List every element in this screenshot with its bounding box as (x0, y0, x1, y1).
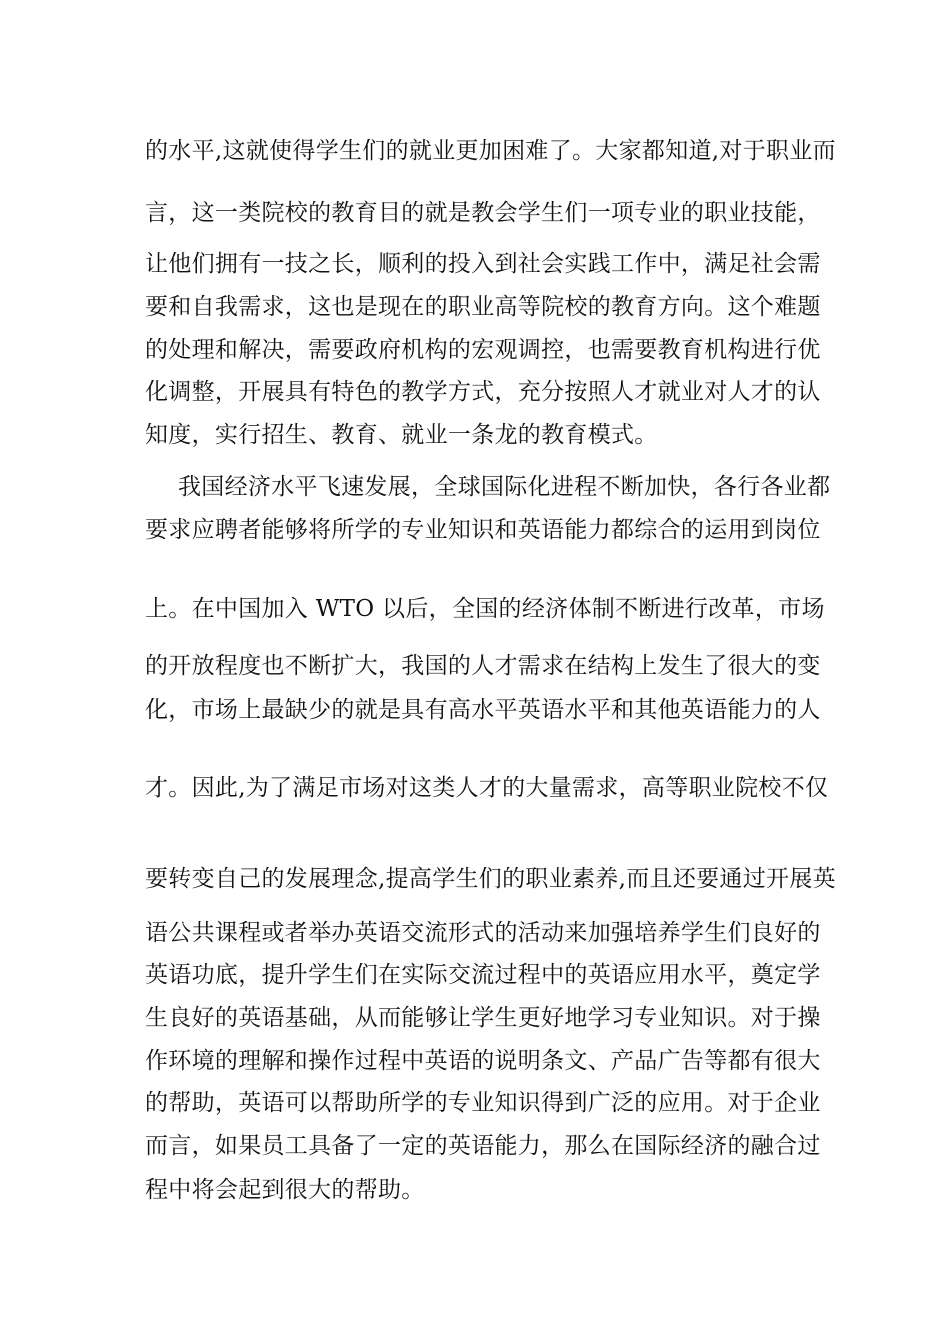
text-line: 化调整，开展具有特色的教学方式，充分按照人才就业对人才的认 (145, 379, 821, 405)
text-line: 而言，如果员工具备了一定的英语能力，那么在国际经济的融合过 (145, 1133, 821, 1159)
text-line: 的水平,这就使得学生们的就业更加困难了。大家都知道,对于职业而 (145, 138, 836, 164)
text-line: 程中将会起到很大的帮助。 (145, 1177, 425, 1203)
text-line: 要转变自己的发展理念,提高学生们的职业素养,而且还要通过开展英 (145, 866, 836, 892)
text-line: 语公共课程或者举办英语交流形式的活动来加强培养学生们良好的 (145, 920, 821, 946)
text-line: 作环境的理解和操作过程中英语的说明条文、产品广告等都有很大 (145, 1048, 821, 1074)
text-line: 上。在中国加入 WTO 以后，全国的经济体制不断进行改革，市场 (145, 596, 825, 622)
text-line: 化，市场上最缺少的就是具有高水平英语水平和其他英语能力的人 (145, 697, 821, 723)
text-line: 知度，实行招生、教育、就业一条龙的教育模式。 (145, 422, 658, 448)
text-line: 要求应聘者能够将所学的专业知识和英语能力都综合的运用到岗位 (145, 517, 821, 543)
text-line: 英语功底，提升学生们在实际交流过程中的英语应用水平，奠定学 (145, 962, 821, 988)
text-line: 的处理和解决，需要政府机构的宏观调控，也需要教育机构进行优 (145, 337, 821, 363)
text-line: 生良好的英语基础，从而能够让学生更好地学习专业知识。对于操 (145, 1005, 821, 1031)
text-line: 让他们拥有一技之长，顺利的投入到社会实践工作中，满足社会需 (145, 251, 821, 277)
text-line: 的帮助，英语可以帮助所学的专业知识得到广泛的应用。对于企业 (145, 1090, 821, 1116)
paragraph-first-line: 我国经济水平飞速发展，全球国际化进程不断加快，各行各业都 (178, 474, 831, 500)
text-line: 的开放程度也不断扩大，我国的人才需求在结构上发生了很大的变 (145, 653, 821, 679)
text-line: 才。因此,为了满足市场对这类人才的大量需求，高等职业院校不仅 (145, 775, 829, 801)
text-line: 言，这一类院校的教育目的就是教会学生们一项专业的职业技能， (145, 200, 821, 226)
text-line: 要和自我需求，这也是现在的职业高等院校的教育方向。这个难题 (145, 294, 821, 320)
